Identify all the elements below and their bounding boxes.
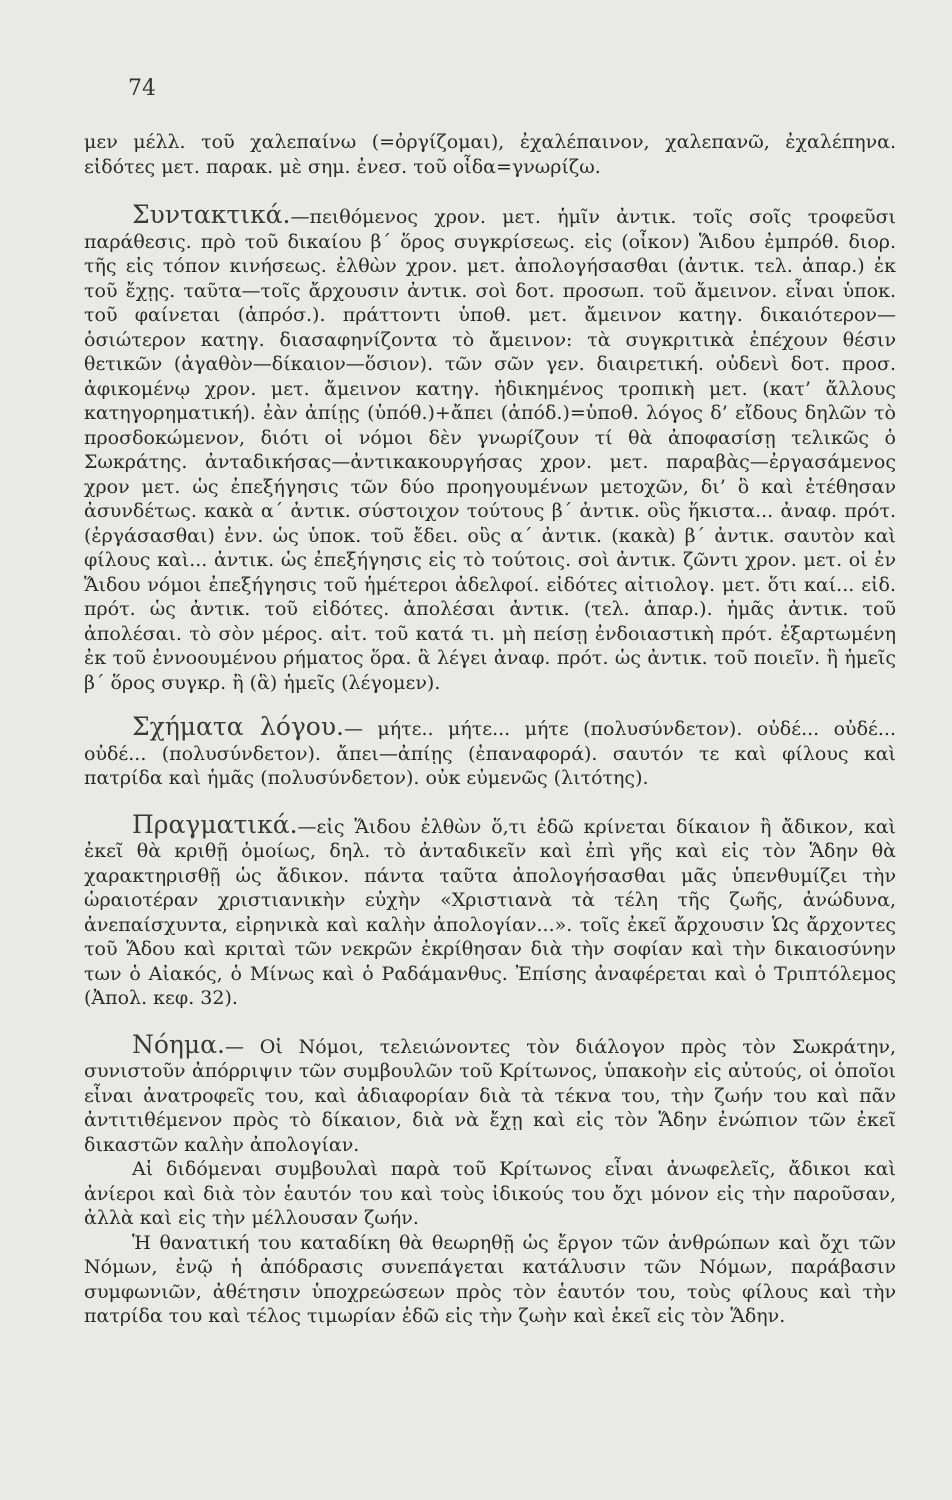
intro-paragraph: μεν μέλλ. τοῦ χαλεπαίνω (=ὀργίζομαι), ἐχαλέπαινον, χαλεπανῶ, ἐχαλέπηνα. εἰδότες μετ. παρακ. μὲ σημ. ἐνεσ. τοῦ οἶδα=γνωρίζω. (84, 131, 896, 178)
noima-paragraph-1 (84, 1029, 896, 1158)
noima-heading: Νόημα. (132, 1029, 225, 1059)
syntaktika-paragraph (84, 200, 896, 695)
syntaktika-heading: Συντακτικά. (132, 200, 291, 229)
noima-paragraph-3: Ἡ θανατική του καταδίκη θὰ θεωρηθῇ ὡς ἔργον τῶν ἀνθρώπων καὶ ὄχι τῶν Νόμων, ἐνῷ ἡ ἀπόδρασις συνεπάγεται κατάλυσιν τῶν Νόμων, παράβασιν συμφωνιῶν, ἀθέτησιν ὑποχρεώσεων πρὸς τὸν ἑαυτόν του, τοὺς φίλους καὶ τὴν πατρίδα του καὶ τέλος τιμωρίαν ἐδῶ εἰς τὴν ζωὴν καὶ ἐκεῖ εἰς τὸν Ἅδην. (84, 1231, 896, 1327)
page-number: 74 (128, 76, 156, 101)
schemata-paragraph (84, 712, 896, 791)
noima-paragraph-2: Αἱ διδόμεναι συμβουλαὶ παρὰ τοῦ Κρίτωνος εἶναι ἀνωφελεῖς, ἄδικοι καὶ ἀνίεροι καὶ διὰ τὸν ἑαυτόν του καὶ τοὺς ἰδικούς του ὄχι μόνον εἰς τὴν παροῦσαν, ἀλλὰ καὶ εἰς τὴν μέλλουσαν ζωήν. (84, 1158, 896, 1229)
schemata-text: — μήτε.. μήτε... μήτε (πολυσύνδετον). οὐδέ... οὐδέ... οὐδέ... (πολυσύνδετον). ἄπει—ἀπίῃς (ἐπαναφορά). σαυτόν τε καὶ φίλους καὶ πατρίδα καὶ ἡμᾶς (πολυσύνδετον). οὐκ εὐμενῶς (λιτότης). (84, 718, 896, 789)
pragmatika-heading: Πραγματικά. (132, 809, 298, 839)
noima-text-1: — Οἱ Νόμοι, τελειώνοντες τὸν διάλογον πρὸς τὸν Σωκράτην, συνιστοῦν ἀπόρριψιν τῶν συμβουλῶν τοῦ Κρίτωνος, ὑπακοὴν εἰς αὐτούς, οἱ ὁποῖοι εἶναι ἀνατροφεῖς του, καὶ ἀδιαφορίαν διὰ τὰ τέκνα του, τὴν ζωήν του καὶ πᾶν ἀντιτιθέμενον πρὸς τὸ δίκαιον, διὰ νὰ ἔχῃ καὶ εἰς τὸν Ἅδην ἐνώπιον τῶν ἐκεῖ δικαστῶν καλὴν ἀπολογίαν. (84, 1035, 896, 1156)
page-body (84, 130, 896, 1329)
pragmatika-text: —εἰς Ἅιδου ἐλθὼν ὅ,τι ἐδῶ κρίνεται δίκαιον ἢ ἄδικον, καὶ ἐκεῖ θὰ κριθῇ ὁμοίως, δηλ. τὸ ἀνταδικεῖν καὶ ἐπὶ γῆς καὶ εἰς τὸν Ἅδην θὰ χαρακτηρισθῇ ὡς ἄδικον. πάντα ταῦτα ἀπολογήσασθαι μᾶς ὑπενθυμίζει τὴν ὡραιοτέραν χριστιανικὴν εὐχὴν «Χριστιανὰ τὰ τέλη τῆς ζωῆς, ἀνώδυνα, ἀνεπαίσχυντα, εἰρηνικὰ καὶ καλὴν ἀπολογίαν...». τοῖς ἐκεῖ ἄρχουσιν Ὡς ἄρχοντες τοῦ Ἅδου καὶ κριταὶ τῶν νεκρῶν ἐκρίθησαν διὰ τὴν σοφίαν καὶ τὴν δικαιοσύνην των ὁ Αἰακός, ὁ Μίνως καὶ ὁ Ραδάμανθυς. Ἐπίσης ἀναφέρεται καὶ ὁ Τριπτόλεμος (Ἀπολ. κεφ. 32). (84, 815, 896, 1009)
pragmatika-paragraph (84, 809, 896, 1011)
syntaktika-text: —πειθόμενος χρον. μετ. ἡμῖν ἀντικ. τοῖς σοῖς τροφεῦσι παράθεσις. πρὸ τοῦ δικαίου β΄ ὅρος συγκρίσεως. εἰς (οἶκον) Ἅιδου ἐμπρόθ. διορ. τῆς εἰς τόπον κινήσεως. ἐλθὼν χρον. μετ. ἀπολογήσασθαι (ἀντικ. τελ. ἀπαρ.) ἐκ τοῦ ἔχῃς. ταῦτα—τοῖς ἄρχουσιν ἀντικ. σοὶ δοτ. προσωπ. τοῦ ἄμεινον. εἶναι ὑποκ. τοῦ φαίνεται (ἀπρόσ.). πράττοντι ὑποθ. μετ. ἄμεινον κατηγ. δικαιότερον—ὁσιώτερον κατηγ. διασαφηνίζοντα τὸ ἄμεινον: τὰ συγκριτικὰ ἐπέχουν θέσιν θετικῶν (ἀγαθὸν—δίκαιον—ὅσιον). τῶν σῶν γεν. διαιρετική. οὐδενὶ δοτ. προσ. ἀφικομένῳ χρον. μετ. ἄμεινον κατηγ. ἠδικημένος τροπικὴ μετ. (κατ’ ἄλλους κατηγορηματική). ἐὰν ἀπίῃς (ὑπόθ.)+ἄπει (ἀπόδ.)=ὑποθ. λόγος δ’ εἴδους δηλῶν τὸ προσδοκώμενον, διότι οἱ νόμοι δὲν γνωρίζουν τί θὰ ἀποφασίσῃ τελικῶς ὁ Σωκράτης. ἀνταδικήσας—ἀντικακουργήσας χρον. μετ. παραβὰς—ἐργασάμενος χρον μετ. ὡς ἐπεξήγησις τῶν δύο προηγουμένων μετοχῶν, δι’ ὃ καὶ ἐτέθησαν ἀσυνδέτως. κακὰ α΄ ἀντικ. σύστοιχον τούτους β΄ ἀντικ. οὓς ἥκιστα... ἀναφ. πρότ. (ἐργάσασθαι) ἐνν. ὡς ὑποκ. τοῦ ἔδει. οὓς α΄ ἀντικ. (κακὰ) β΄ ἀντικ. σαυτὸν καὶ φίλους καὶ... ἀντικ. ὡς ἐπεξήγησις εἰς τὸ τούτοις. σοὶ ἀντικ. ζῶντι χρον. μετ. οἱ ἐν Ἅιδου νόμοι ἐπεξήγησις τοῦ ἡμέτεροι ἀδελφοί. εἰδότες αἰτιολογ. μετ. ὅτι καί... εἰδ. πρότ. ὡς ἀντικ. τοῦ εἰδότες. ἀπολέσαι ἀντικ. (τελ. ἀπαρ.). ἡμᾶς ἀντικ. τοῦ ἀπολέσαι. τὸ σὸν μέρος. αἰτ. τοῦ κατά τι. μὴ πείσῃ ἐνδοιαστικὴ πρότ. ἐξαρτωμένη ἐκ τοῦ ἐννοουμένου ρήματος ὅρα. ἃ λέγει ἀναφ. πρότ. ὡς ἀντικ. τοῦ ποιεῖν. ἢ ἡμεῖς β΄ ὅρος συγκρ. ἢ (ἃ) ἡμεῖς (λέγομεν). (84, 206, 896, 694)
schemata-heading: Σχήματα λόγου. (132, 712, 345, 741)
